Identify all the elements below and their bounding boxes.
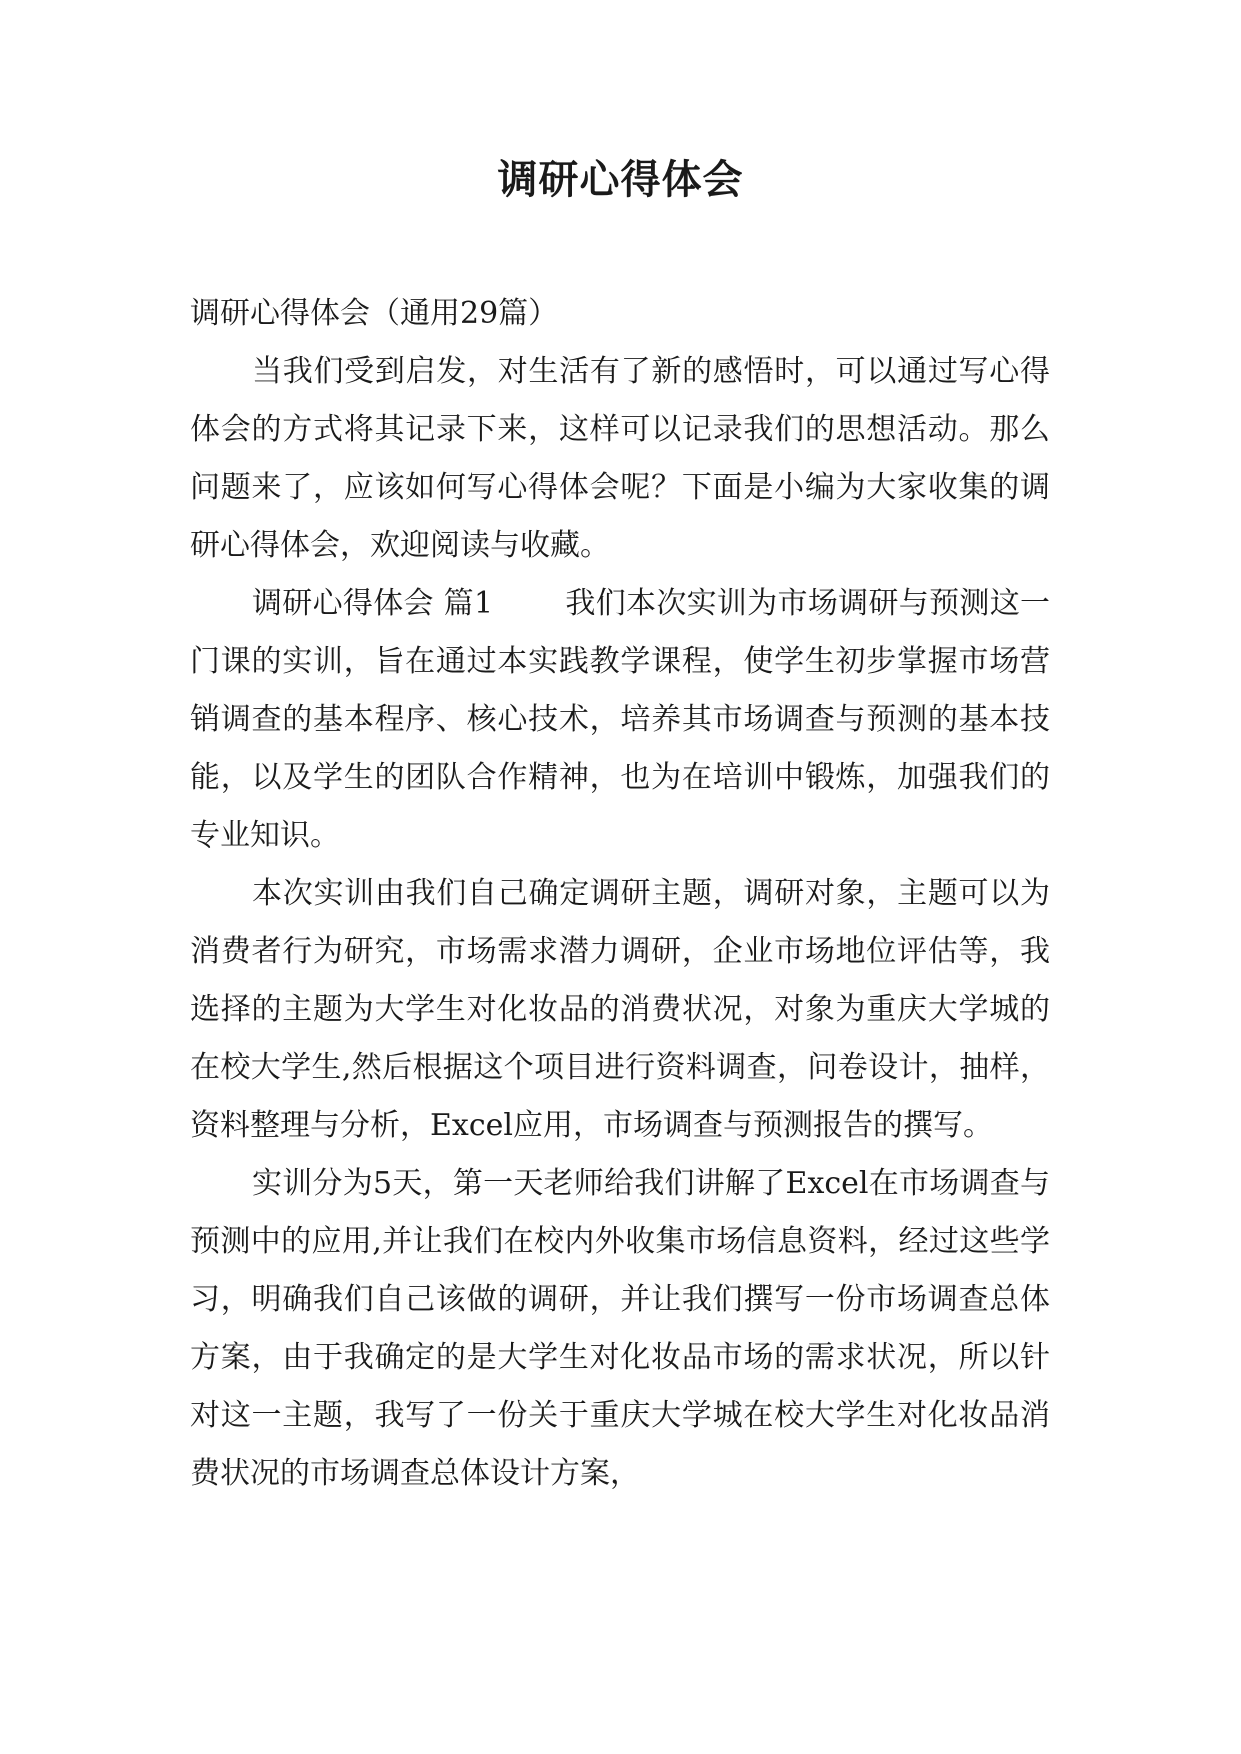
section-1-text: 我们本次实训为市场调研与预测这一门课的实训，旨在通过本实践教学课程，使学生初步掌握市场营销调查的基本程序、核心技术，培养其市场调查与预测的基本技能，以及学生的团队合作精神，也为在培训中锻炼，加强我们的专业知识。 [190,586,1051,853]
document-body [190,285,1050,1503]
section-heading: 调研心得体会 篇1 [252,586,494,621]
body-paragraph: 本次实训由我们自己确定调研主题，调研对象，主题可以为消费者行为研究，市场需求潜力调研，企业市场地位评估等，我选择的主题为大学生对化妆品的消费状况，对象为重庆大学城的在校大学生,然后根据这个项目进行资料调查，问卷设计，抽样，资料整理与分析，Excel应用，市场调查与预测报告的撰写。 [190,876,1050,1143]
body-paragraph: 实训分为5天，第一天老师给我们讲解了Excel在市场调查与预测中的应用,并让我们在校内外收集市场信息资料，经过这些学习，明确我们自己该做的调研，并让我们撰写一份市场调查总体方案，由于我确定的是大学生对化妆品市场的需求状况，所以针对这一主题，我写了一份关于重庆大学城在校大学生对化妆品消费状况的市场调查总体设计方案， [190,1166,1050,1491]
document-title: 调研心得体会 [497,157,744,203]
document-subtitle: 调研心得体会（通用29篇） [190,296,559,331]
intro-paragraph: 当我们受到启发，对生活有了新的感悟时，可以通过写心得体会的方式将其记录下来，这样可以记录我们的思想活动。那么问题来了，应该如何写心得体会呢？下面是小编为大家收集的调研心得体会，欢迎阅读与收藏。 [190,354,1050,563]
section-1-paragraph [190,575,1050,865]
